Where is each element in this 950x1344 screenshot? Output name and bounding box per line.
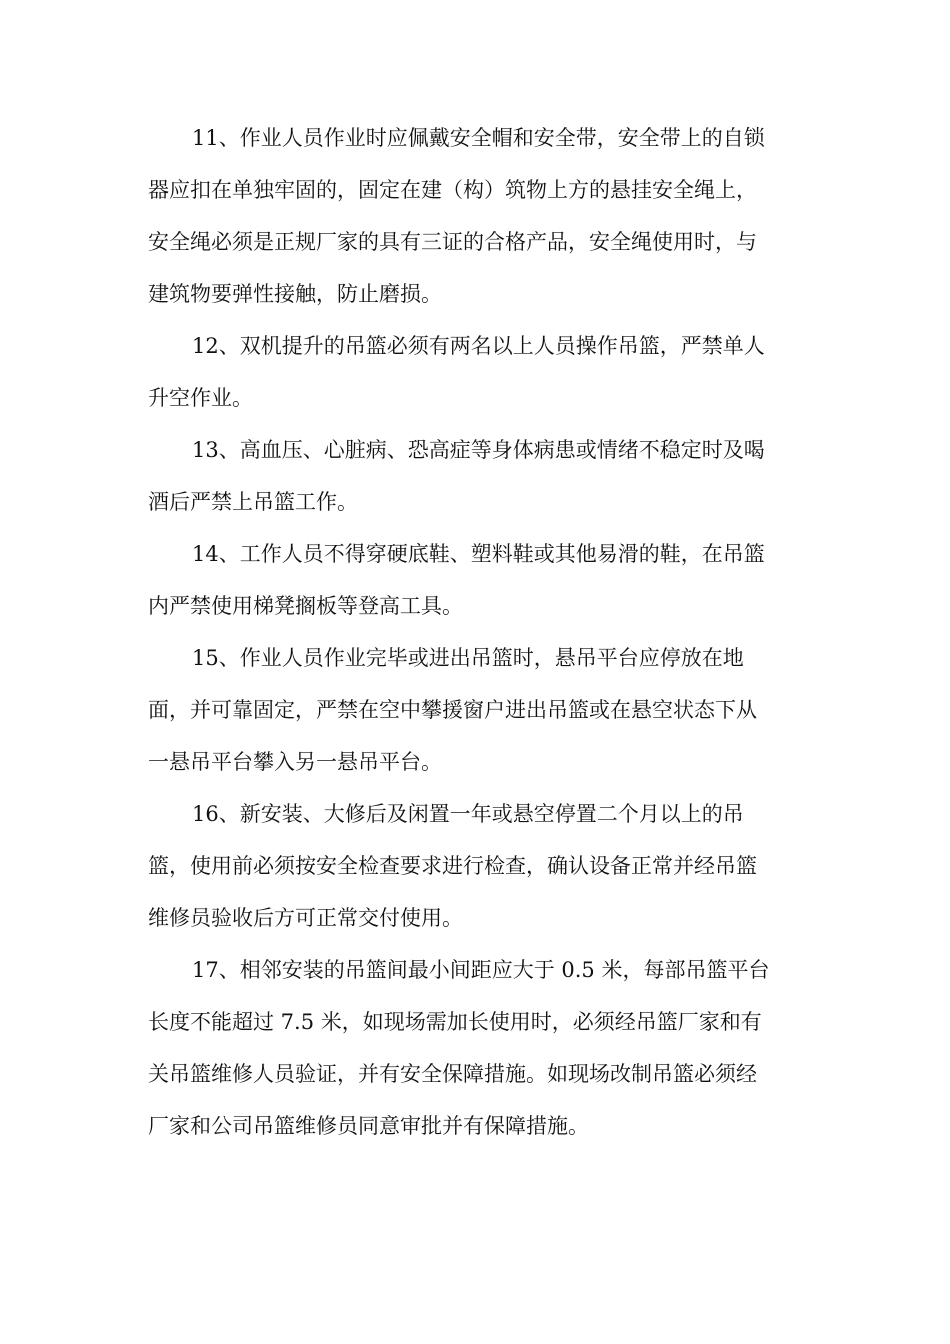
text-line: 16、新安装、大修后及闲置一年或悬空停置二个月以上的吊 [192, 802, 744, 826]
text-line: 面，并可靠固定，严禁在空中攀援窗户进出吊篮或在悬空状态下从 [148, 698, 757, 722]
text-line: 篮，使用前必须按安全检查要求进行检查，确认设备正常并经吊篮 [148, 854, 757, 878]
text-line: 维修员验收后方可正常交付使用。 [148, 906, 463, 930]
text-line: 一悬吊平台攀入另一悬吊平台。 [148, 750, 442, 774]
paragraph-15 [148, 632, 800, 788]
text-line: 长度不能超过 7.5 米，如现场需加长使用时，必须经吊篮厂家和有 [148, 1010, 762, 1034]
paragraph-17 [148, 944, 800, 1152]
text-line: 安全绳必须是正规厂家的具有三证的合格产品，安全绳使用时，与 [148, 230, 757, 254]
paragraph-16 [148, 788, 800, 944]
text-line: 内严禁使用梯凳搁板等登高工具。 [148, 594, 463, 618]
text-line: 17、相邻安装的吊篮间最小间距应大于 0.5 米，每部吊篮平台 [192, 958, 770, 982]
text-line: 12、双机提升的吊篮必须有两名以上人员操作吊篮，严禁单人 [192, 334, 765, 358]
text-line: 建筑物要弹性接触，防止磨损。 [148, 282, 442, 306]
document-body [148, 112, 800, 1152]
text-line: 器应扣在单独牢固的，固定在建（构）筑物上方的悬挂安全绳上， [148, 178, 757, 202]
text-line: 15、作业人员作业完毕或进出吊篮时，悬吊平台应停放在地 [192, 646, 744, 670]
text-line: 升空作业。 [148, 386, 253, 410]
text-line: 14、工作人员不得穿硬底鞋、塑料鞋或其他易滑的鞋，在吊篮 [192, 542, 765, 566]
paragraph-12 [148, 320, 800, 424]
text-line: 酒后严禁上吊篮工作。 [148, 490, 358, 514]
text-line: 13、高血压、心脏病、恐高症等身体病患或情绪不稳定时及喝 [192, 438, 765, 462]
text-line: 11、作业人员作业时应佩戴安全帽和安全带，安全带上的自锁 [192, 126, 765, 150]
paragraph-13 [148, 424, 800, 528]
paragraph-11 [148, 112, 800, 320]
paragraph-14 [148, 528, 800, 632]
text-line: 厂家和公司吊篮维修员同意审批并有保障措施。 [148, 1114, 589, 1138]
text-line: 关吊篮维修人员验证，并有安全保障措施。如现场改制吊篮必须经 [148, 1062, 757, 1086]
